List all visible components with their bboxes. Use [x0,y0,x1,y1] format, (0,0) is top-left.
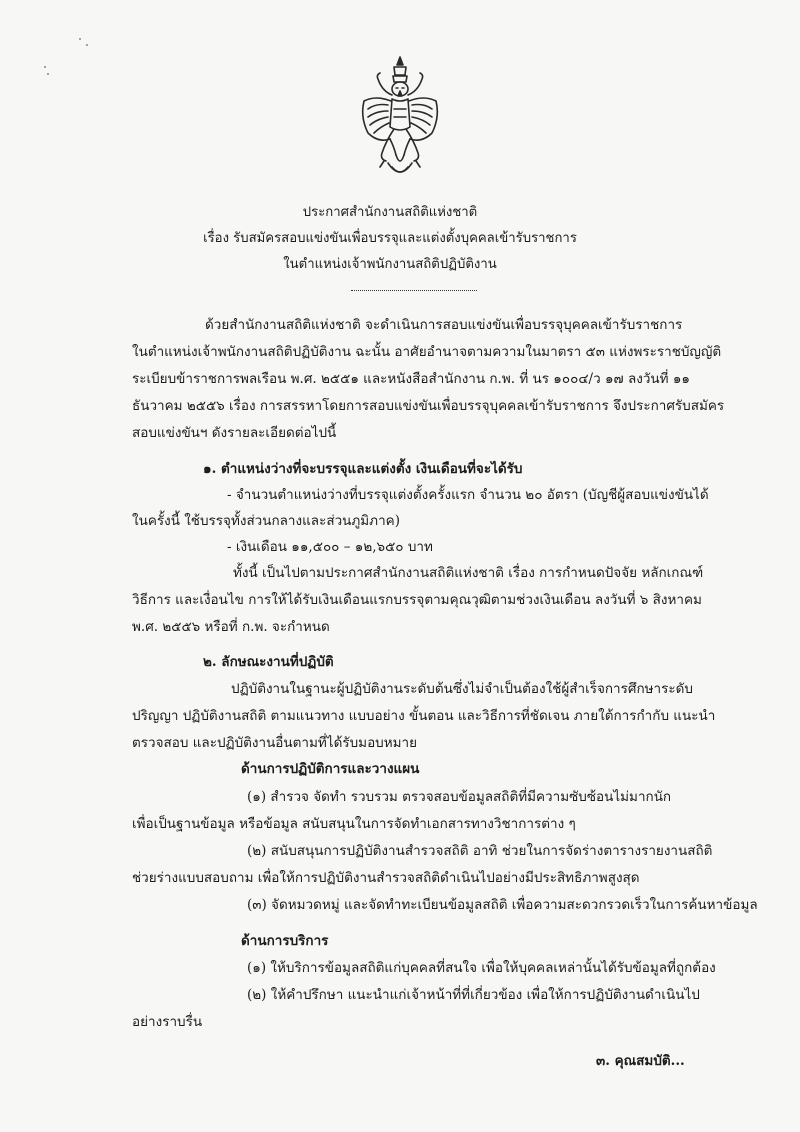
section-2-line: ตรวจสอบ และปฏิบัติงานอื่นตามที่ได้รับมอบหมาย [132,735,418,751]
operations-sub-heading: ด้านการปฏิบัติการและวางแผน [241,761,420,777]
operations-item: เพื่อเป็นฐานข้อมูล หรือข้อมูล สนับสนุนในการจัดทำเอกสารทางวิชาการต่าง ๆ [132,816,576,832]
page-continuation: ๓. คุณสมบัติ... [596,1053,685,1069]
operations-item: (๑) สำรวจ จัดทำ รวบรวม ตรวจสอบข้อมูลสถิติที่มีความซับซ้อนไม่มากนัก [247,789,672,805]
intro-line: ด้วยสำนักงานสถิติแห่งชาติ จะดำเนินการสอบแข่งขันเพื่อบรรจุบุคคลเข้ารับราชการ [205,317,683,333]
section-1-salary: - เงินเดือน ๑๑,๕๐๐ – ๑๒,๖๕๐ บาท [227,539,433,555]
operations-item: ช่วยร่างแบบสอบถาม เพื่อให้การปฏิบัติงานสำรวจสถิติดำเนินไปอย่างมีประสิทธิภาพสูงสุด [132,870,640,886]
announcement-position: ในตำแหน่งเจ้าพนักงานสถิติปฏิบัติงาน [283,256,497,272]
operations-item: (๓) จัดหมวดหมู่ และจัดทำทะเบียนข้อมูลสถิติ เพื่อความสะดวกรวดเร็วในการค้นหาข้อมูล [247,897,758,913]
service-sub-heading: ด้านการบริการ [241,933,329,949]
title-divider [351,290,477,291]
intro-line: สอบแข่งขันฯ ดังรายละเอียดต่อไปนี้ [132,425,337,441]
scan-speck [47,73,49,75]
intro-line: ในตำแหน่งเจ้าพนักงานสถิติปฏิบัติงาน ฉะนั้น อาศัยอำนาจตามความในมาตรา ๕๓ แห่งพระราชบัญญัติ [132,344,722,360]
service-item: (๒) ให้คำปรึกษา แนะนำแก่เจ้าหน้าที่ที่เกี่ยวข้อง เพื่อให้การปฏิบัติงานดำเนินไป [247,987,700,1003]
service-item: (๑) ให้บริการข้อมูลสถิติแก่บุคคลที่สนใจ เพื่อให้บุคคลเหล่านั้นได้รับข้อมูลที่ถูกต้อง [247,960,716,976]
section-2-line: ปริญญา ปฏิบัติงานสถิติ ตามแนวทาง แบบอย่าง ขั้นตอน และวิธีการที่ชัดเจน ภายใต้การกำกับ แนะนำ [132,708,716,724]
announcement-subject: เรื่อง รับสมัครสอบแข่งขันเพื่อบรรจุและแต่งตั้งบุคคลเข้ารับราชการ [203,230,577,246]
announcement-title: ประกาศสำนักงานสถิติแห่งชาติ [302,204,478,220]
service-item: อย่างราบรื่น [132,1014,203,1030]
section-1-line: วิธีการ และเงื่อนไข การให้ได้รับเงินเดือนแรกบรรจุตามคุณวุฒิตามช่วงเงินเดือน ลงวันที่ ๖ สิงหาคม [132,592,702,608]
scan-speck [86,44,88,46]
intro-line: ระเบียบข้าราชการพลเรือน พ.ศ. ๒๕๕๑ และหนังสือสำนักงาน ก.พ. ที่ นร ๑๐๐๔/ว ๑๗ ลงวันที่ ๑๑ [132,371,690,387]
section-1-line: - จำนวนตำแหน่งว่างที่บรรจุแต่งตั้งครั้งแรก จำนวน ๒๐ อัตรา (บัญชีผู้สอบแข่งขันได้ [227,487,709,503]
intro-line: ธันวาคม ๒๕๕๖ เรื่อง การสรรหาโดยการสอบแข่งขันเพื่อบรรจุบุคคลเข้ารับราชการ จึงประกาศรับสมัคร [132,398,725,414]
section-2-line: ปฏิบัติงานในฐานะผู้ปฏิบัติงานระดับต้นซึ่งไม่จำเป็นต้องใช้ผู้สำเร็จการศึกษาระดับ [231,681,693,697]
scan-speck [44,66,46,68]
section-1-line: พ.ศ. ๒๕๕๖ หรือที่ ก.พ. จะกำหนด [132,619,330,635]
operations-item: (๒) สนับสนุนการปฏิบัติงานสำรวจสถิติ อาทิ ช่วยในการจัดร่างตารางรายงานสถิติ [247,843,713,859]
section-1-line: ในครั้งนี้ ใช้บรรจุทั้งส่วนกลางและส่วนภูมิภาค) [132,513,400,529]
section-2-heading: ๒. ลักษณะงานที่ปฏิบัติ [203,654,334,670]
garuda-emblem-icon [358,55,442,183]
scan-speck [79,38,81,40]
section-1-line: ทั้งนี้ เป็นไปตามประกาศสำนักงานสถิติแห่งชาติ เรื่อง การกำหนดปัจจัย หลักเกณฑ์ [233,565,704,581]
section-1-heading: ๑. ตำแหน่งว่างที่จะบรรจุและแต่งตั้ง เงินเดือนที่จะได้รับ [203,461,523,477]
